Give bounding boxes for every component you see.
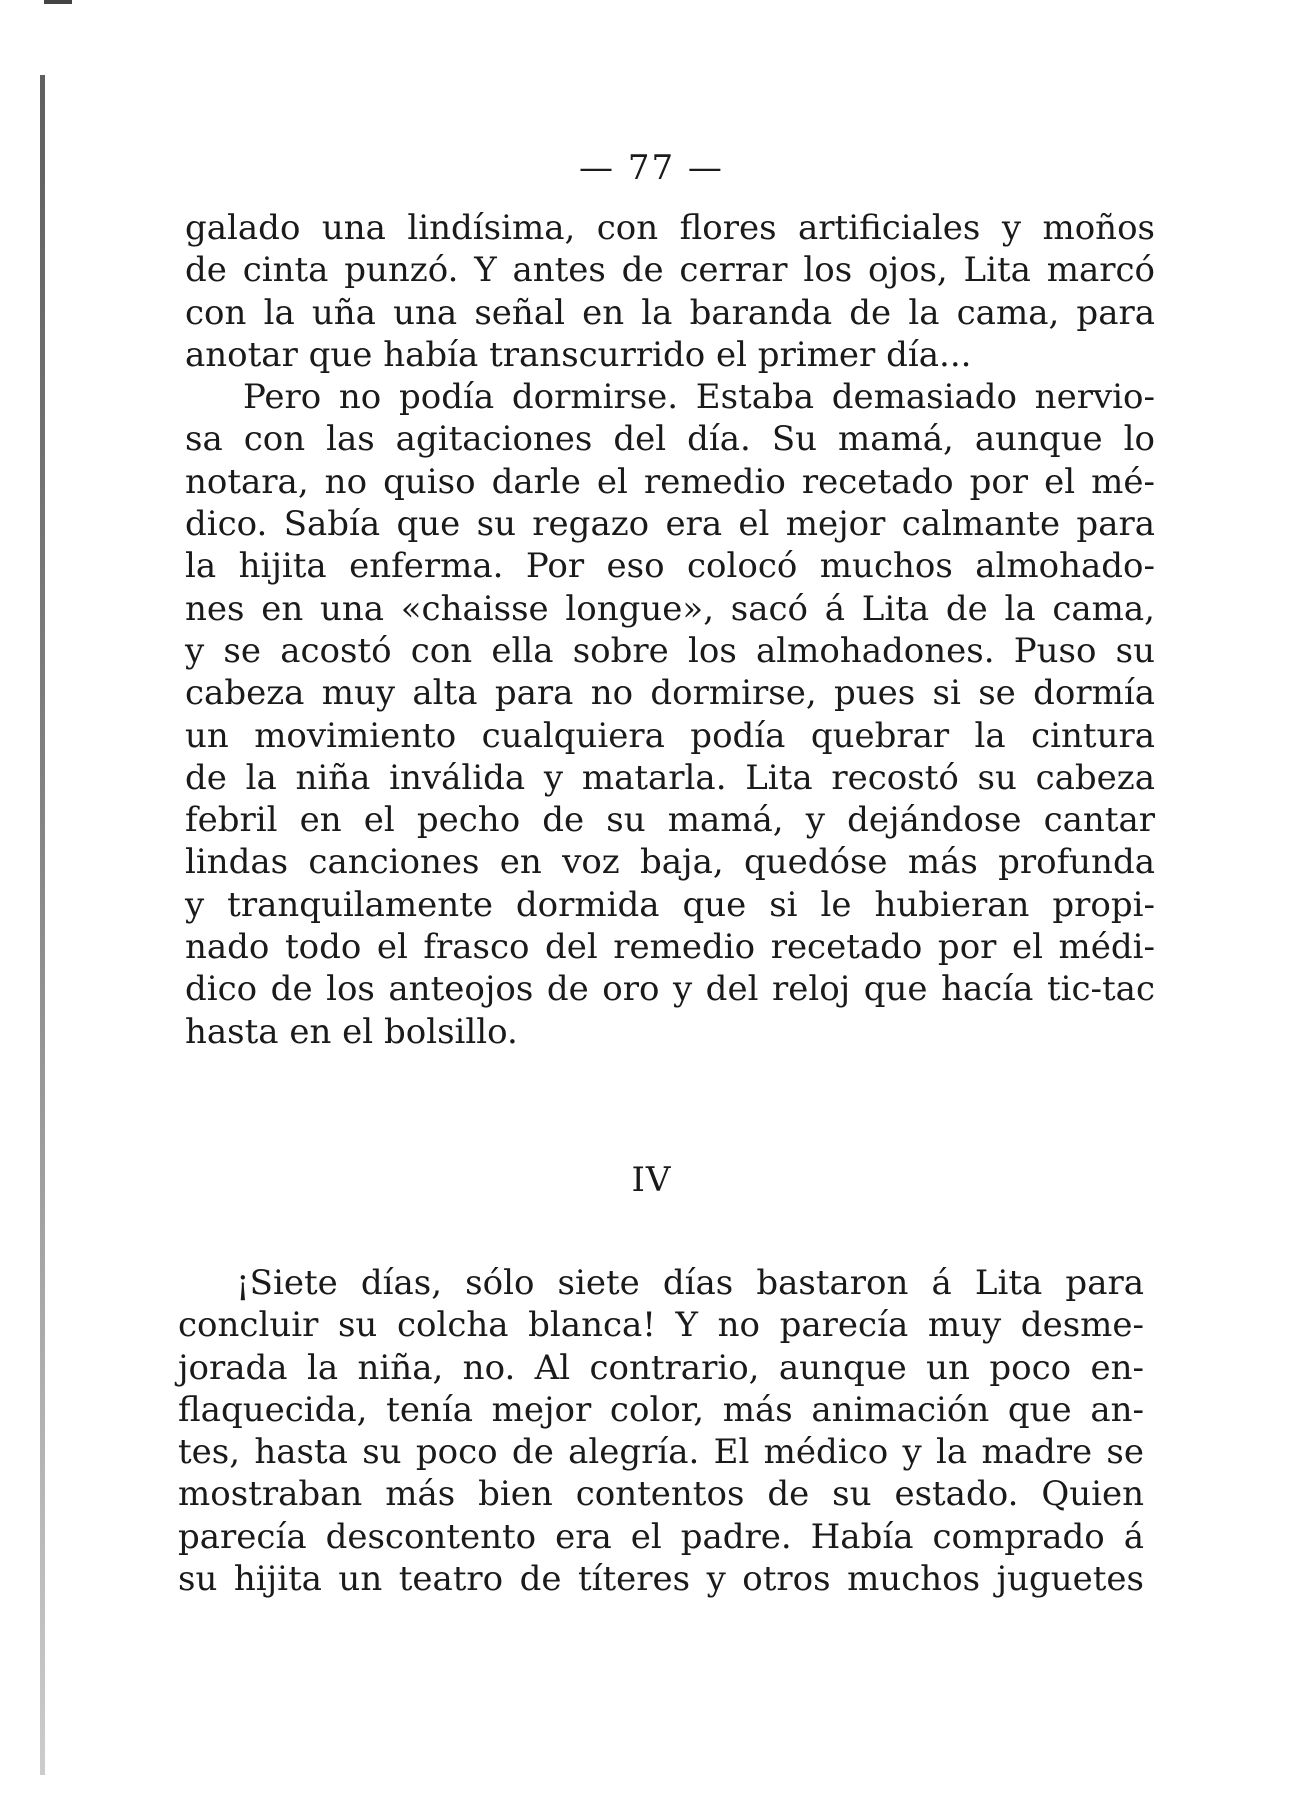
text-line: y se acostó con ella sobre los almohadones. Puso su (185, 630, 1155, 671)
text-line: su hijita un teatro de títeres y otros muchos juguetes (178, 1559, 1144, 1600)
text-line: jorada la niña, no. Al contrario, aunque un poco en- (178, 1347, 1144, 1388)
text-line: y tranquilamente dormida que si le hubieran propi- (185, 884, 1155, 925)
text-line: un movimiento cualquiera podía quebrar la cintura (185, 715, 1155, 756)
text-line: febril en el pecho de su mamá, y dejándose cantar (185, 800, 1155, 841)
scan-binding-edge (40, 75, 45, 1775)
text-line: mostraban más bien contentos de su estado. Quien (178, 1474, 1144, 1515)
text-line: la hijita enferma. Por eso colocó muchos almohado- (185, 546, 1155, 587)
page-number: — 77 — (579, 148, 724, 188)
text-line: galado una lindísima, con flores artificiales y moños (185, 208, 1155, 248)
text-line: de cinta punzó. Y antes de cerrar los ojos, Lita marcó (185, 250, 1155, 291)
text-line: anotar que había transcurrido el primer día... (185, 334, 972, 375)
text-line: dico de los anteojos de oro y del reloj que hacía tic-tac (185, 969, 1155, 1010)
text-line: notara, no quiso darle el remedio recetado por el mé- (185, 461, 1155, 502)
text-line: de la niña inválida y matarla. Lita recostó su cabeza (185, 757, 1155, 798)
text-line: nes en una «chaisse longue», sacó á Lita de la cama, (185, 588, 1155, 629)
text-line: Pero no podía dormirse. Estaba demasiado nervio- (243, 377, 1155, 418)
text-line: tes, hasta su poco de alegría. El médico y la madre se (178, 1432, 1144, 1473)
text-block-upper (185, 207, 1155, 1053)
text-line: sa con las agitaciones del día. Su mamá, aunque lo (185, 419, 1155, 460)
text-line: ¡Siete días, sólo siete días bastaron á Lita para (236, 1263, 1144, 1303)
text-line: concluir su colcha blanca! Y no parecía muy desme- (178, 1305, 1144, 1346)
section-heading: IV (631, 1160, 672, 1200)
scan-corner-mark (44, 0, 72, 4)
text-line: nado todo el frasco del remedio recetado por el médi- (185, 927, 1155, 968)
text-line: lindas canciones en voz baja, quedóse más profunda (185, 842, 1155, 883)
text-line: dico. Sabía que su regazo era el mejor calmante para (185, 504, 1155, 545)
text-line: parecía descontento era el padre. Había comprado á (178, 1516, 1144, 1557)
text-block-lower (178, 1262, 1144, 1600)
text-line: hasta en el bolsillo. (185, 1011, 518, 1052)
text-line: cabeza muy alta para no dormirse, pues si se dormía (185, 673, 1155, 714)
text-line: flaquecida, tenía mejor color, más animación que an- (178, 1389, 1144, 1430)
text-line: con la uña una señal en la baranda de la cama, para (185, 292, 1155, 333)
